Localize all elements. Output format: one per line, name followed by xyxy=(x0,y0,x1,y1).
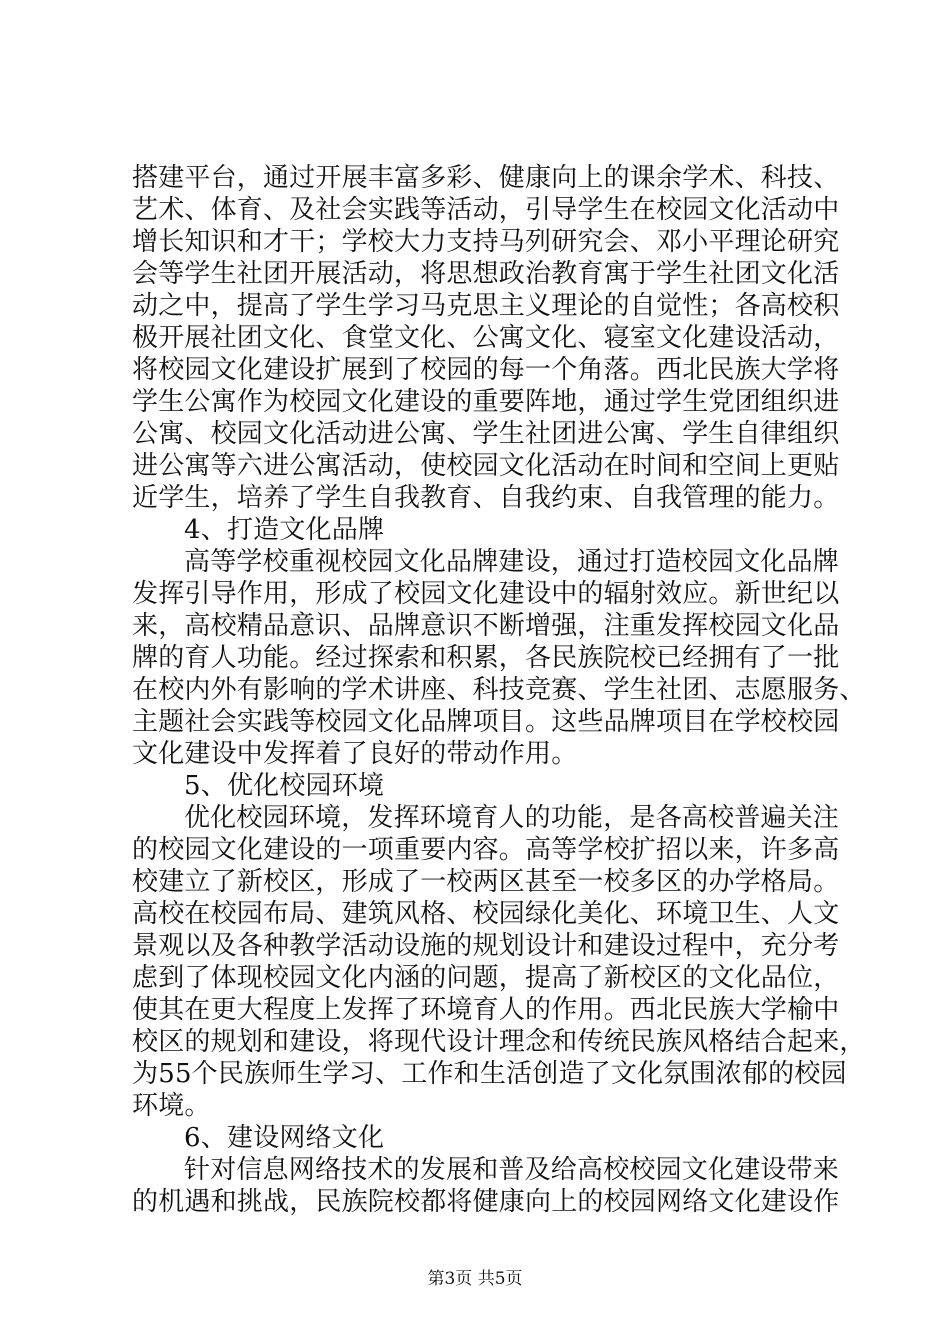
text-line: 在校内外有影响的学术讲座、科技竞赛、学生社团、志愿服务、 xyxy=(132,675,866,705)
paragraph-network xyxy=(132,1154,852,1218)
text-line: 优化校园环境，发挥环境育人的功能，是各高校普遍关注 xyxy=(184,803,840,833)
text-line: 为55个民族师生学习、工作和生活创造了文化氛围浓郁的校园 xyxy=(132,1059,847,1089)
paragraph-student-activities xyxy=(132,162,852,514)
text-line: 校区的规划和建设，将现代设计理念和传统民族风格结合起来， xyxy=(132,1027,866,1057)
paragraph-environment xyxy=(132,802,866,1122)
text-line: 艺术、体育、及社会实践等活动，引导学生在校园文化活动中 xyxy=(132,195,840,225)
text-line: 的机遇和挑战，民族院校都将健康向上的校园网络文化建设作 xyxy=(132,1187,840,1217)
text-line: 主题社会实践等校园文化品牌项目。这些品牌项目在学校校园 xyxy=(132,707,840,737)
text-line: 将校园文化建设扩展到了校园的每一个角落。西北民族大学将 xyxy=(132,355,840,385)
text-line: 极开展社团文化、食堂文化、公寓文化、寝室文化建设活动， xyxy=(132,323,840,353)
text-line: 的校园文化建设的一项重要内容。高等学校扩招以来，许多高 xyxy=(132,835,840,865)
page-footer xyxy=(0,1268,950,1290)
text-line: 来，高校精品意识、品牌意识不断增强，注重发挥校园文化品 xyxy=(132,611,840,641)
text-line: 环境。 xyxy=(132,1091,211,1121)
text-line: 牌的育人功能。经过探索和积累，各民族院校已经拥有了一批 xyxy=(132,643,840,673)
paragraph-brand xyxy=(132,546,866,770)
text-line: 近学生，培养了学生自我教育、自我约束、自我管理的能力。 xyxy=(132,483,840,513)
text-line: 文化建设中发挥着了良好的带动作用。 xyxy=(132,739,578,769)
text-line: 虑到了体现校园文化内涵的问题，提高了新校区的文化品位， xyxy=(132,963,840,993)
text-line: 校建立了新校区，形成了一校两区甚至一校多区的办学格局。 xyxy=(132,867,840,897)
section-heading-environment: 5、优化校园环境 xyxy=(184,771,385,801)
page-number-label: 第3页 共5页 xyxy=(427,1269,523,1289)
text-line: 学生公寓作为校园文化建设的重要阵地，通过学生党团组织进 xyxy=(132,387,840,417)
text-line: 公寓、校园文化活动进公寓、学生社团进公寓、学生自律组织 xyxy=(132,419,840,449)
text-line: 会等学生社团开展活动，将思想政治教育寓于学生社团文化活 xyxy=(132,259,840,289)
text-line: 景观以及各种教学活动设施的规划设计和建设过程中，充分考 xyxy=(132,931,840,961)
text-line: 搭建平台，通过开展丰富多彩、健康向上的课余学术、科技、 xyxy=(132,163,840,193)
text-line: 高校在校园布局、建筑风格、校园绿化美化、环境卫生、人文 xyxy=(132,899,840,929)
text-line: 针对信息网络技术的发展和普及给高校校园文化建设带来 xyxy=(184,1155,840,1185)
text-line: 高等学校重视校园文化品牌建设，通过打造校园文化品牌 xyxy=(184,547,840,577)
text-line: 使其在更大程度上发挥了环境育人的作用。西北民族大学榆中 xyxy=(132,995,840,1025)
text-line: 动之中，提高了学生学习马克思主义理论的自觉性；各高校积 xyxy=(132,291,840,321)
text-line: 进公寓等六进公寓活动，使校园文化活动在时间和空间上更贴 xyxy=(132,451,840,481)
section-heading-network: 6、建设网络文化 xyxy=(184,1123,385,1153)
text-line: 增长知识和才干；学校大力支持马列研究会、邓小平理论研究 xyxy=(132,227,840,257)
text-line: 发挥引导作用，形成了校园文化建设中的辐射效应。新世纪以 xyxy=(132,579,840,609)
document-body xyxy=(132,162,866,1218)
section-heading-brand: 4、打造文化品牌 xyxy=(184,515,385,545)
